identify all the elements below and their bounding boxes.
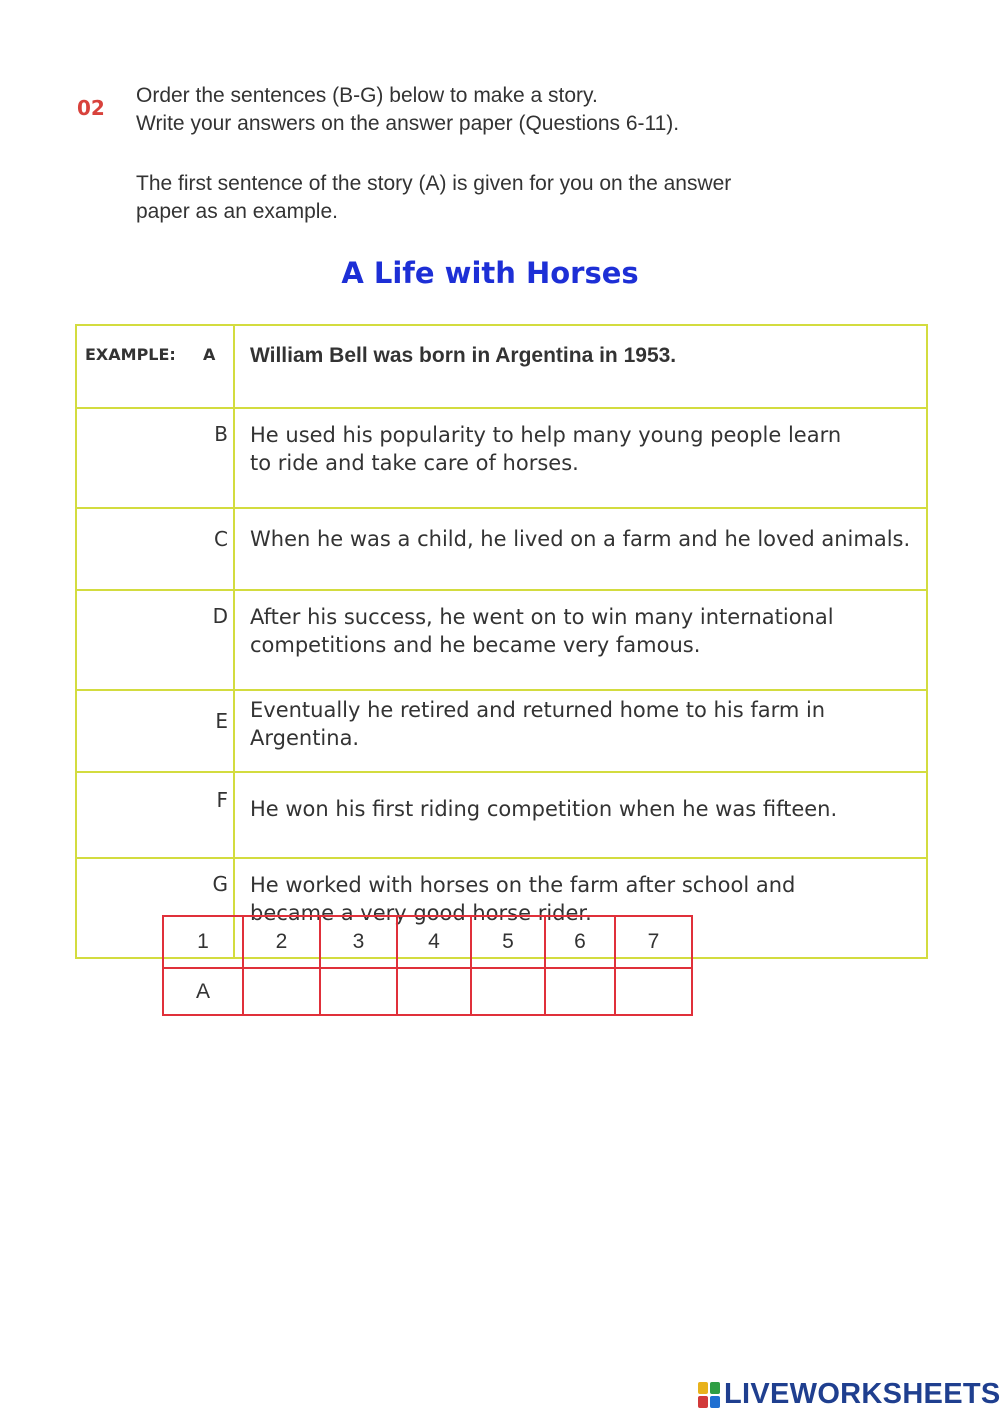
sentence-row — [76, 408, 927, 508]
instruction-line: Write your answers on the answer paper (Questions 6-11). — [136, 112, 680, 135]
sentence-letter: F — [76, 772, 234, 858]
answer-grid — [162, 915, 693, 1016]
liveworksheets-logo — [698, 1378, 1000, 1411]
answer-cell[interactable] — [397, 968, 471, 1015]
story-sentences-table — [75, 324, 928, 959]
sentence-row — [76, 590, 927, 690]
answer-cell[interactable] — [471, 968, 545, 1015]
example-sentence: William Bell was born in Argentina in 1953. — [234, 325, 927, 408]
sentence-letter: B — [76, 408, 234, 508]
sentence-text: He used his popularity to help many young people learn to ride and take care of horses. — [234, 408, 927, 508]
instruction-line: The first sentence of the story (A) is given for you on the answer — [136, 172, 732, 195]
answer-number: 5 — [471, 916, 545, 968]
answer-cell: A — [163, 968, 243, 1015]
sentence-text: After his success, he went on to win many international competitions and he became very famous. — [234, 590, 927, 690]
answer-cell[interactable] — [320, 968, 397, 1015]
sentence-text: When he was a child, he lived on a farm and he loved animals. — [234, 508, 927, 590]
sentence-letter: E — [76, 690, 234, 772]
sentence-row — [76, 508, 927, 590]
example-key-cell — [76, 325, 234, 408]
sentence-text: He won his first riding competition when he was fifteen. — [234, 772, 927, 858]
logo-text: LIVEWORKSHEETS — [724, 1378, 1000, 1410]
example-label: EXAMPLE: — [85, 345, 176, 364]
answer-number: 4 — [397, 916, 471, 968]
instruction-line: Order the sentences (B-G) below to make a story. — [136, 84, 598, 107]
answer-number: 7 — [615, 916, 692, 968]
answer-grid-header-row — [163, 916, 692, 968]
sentence-row — [76, 772, 927, 858]
sentence-row — [76, 690, 927, 772]
instruction-line: paper as an example. — [136, 200, 338, 223]
sentence-letter: G — [76, 858, 234, 958]
answer-cell[interactable] — [615, 968, 692, 1015]
sentence-text: He worked with horses on the farm after school and became a very good horse rider. — [234, 858, 927, 958]
logo-icon — [698, 1382, 720, 1408]
instructions — [136, 82, 856, 226]
sentence-letter: C — [76, 508, 234, 590]
sentence-text: Eventually he retired and returned home to his farm in Argentina. — [234, 690, 927, 772]
answer-number: 2 — [243, 916, 320, 968]
question-number: 02 — [77, 96, 105, 120]
sentence-letter: D — [76, 590, 234, 690]
answer-cell[interactable] — [243, 968, 320, 1015]
example-row — [76, 325, 927, 408]
answer-number: 3 — [320, 916, 397, 968]
answer-number: 6 — [545, 916, 615, 968]
answer-grid-answer-row — [163, 968, 692, 1015]
answer-number: 1 — [163, 916, 243, 968]
answer-cell[interactable] — [545, 968, 615, 1015]
example-letter: A — [203, 345, 216, 364]
story-title: A Life with Horses — [341, 256, 639, 290]
